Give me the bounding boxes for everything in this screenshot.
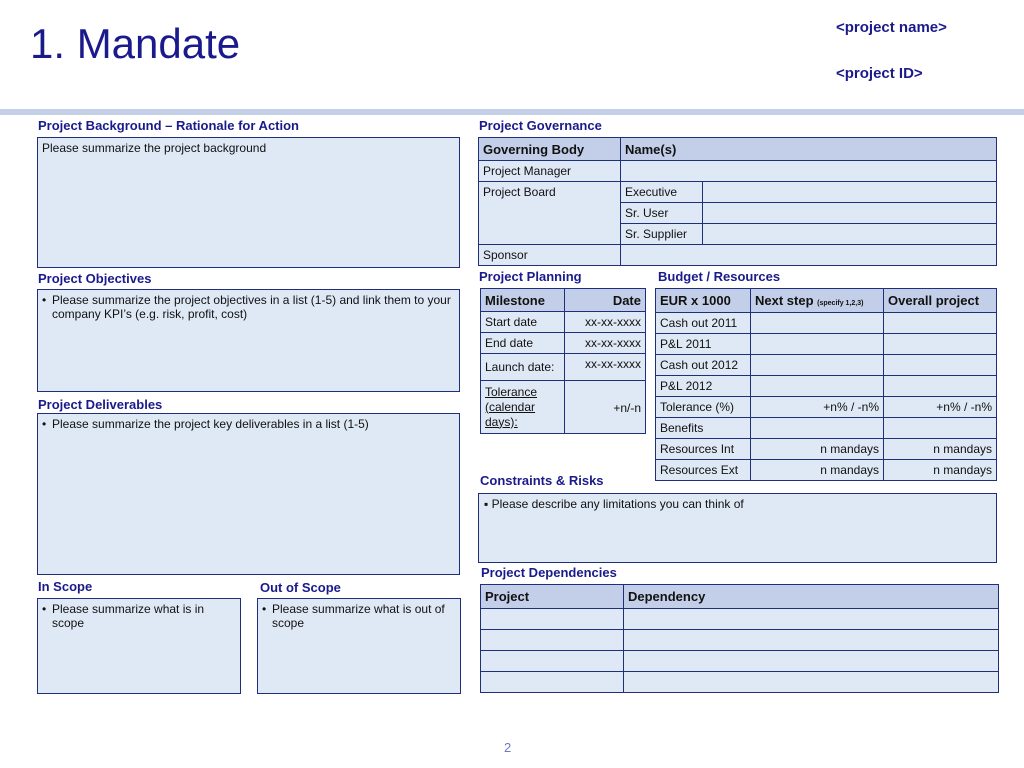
budget-next-cell[interactable]: +n% / -n% [751, 397, 884, 418]
budget-next-step-label: Next step [755, 293, 814, 308]
dependencies-header-dependency: Dependency [624, 585, 999, 609]
constraints-text: Please describe any limitations you can think of [491, 497, 744, 511]
objectives-text: Please summarize the project objectives in a list (1-5) and link them to your company KPI’s (e.g. risk, profit, cost) [52, 293, 451, 321]
budget-overall-cell[interactable] [884, 313, 997, 334]
governance-cell[interactable] [621, 161, 997, 182]
in-scope-heading: In Scope [38, 579, 93, 594]
budget-row-label: Resources Ext [656, 460, 751, 481]
budget-overall-cell[interactable]: n mandays [884, 439, 997, 460]
deliverables-heading: Project Deliverables [38, 397, 163, 412]
governance-heading: Project Governance [479, 118, 602, 133]
budget-next-step-note: (specify 1,2,3) [817, 300, 864, 307]
background-heading: Project Background – Rationale for Action [38, 118, 300, 133]
page-title: 1. Mandate [30, 20, 241, 67]
planning-table [480, 288, 646, 434]
page-number: 2 [504, 740, 512, 755]
planning-end-label: End date [481, 333, 565, 354]
budget-next-cell[interactable] [751, 376, 884, 397]
bullet-icon: • [262, 602, 267, 616]
dependency-cell[interactable] [481, 651, 624, 672]
governance-executive: Executive [621, 182, 703, 203]
dependencies-table [480, 584, 999, 693]
budget-row-label: P&L 2011 [656, 334, 751, 355]
background-box[interactable] [37, 137, 460, 268]
dependencies-heading: Project Dependencies [481, 565, 617, 580]
budget-row-label: Cash out 2011 [656, 313, 751, 334]
planning-heading: Project Planning [479, 269, 582, 284]
budget-next-cell[interactable]: n mandays [751, 460, 884, 481]
constraints-heading: Constraints & Risks [480, 473, 604, 488]
governance-sponsor: Sponsor [479, 245, 621, 266]
dependency-cell[interactable] [481, 609, 624, 630]
governance-cell[interactable] [703, 182, 997, 203]
budget-overall-cell[interactable] [884, 334, 997, 355]
planning-header-date: Date [565, 289, 646, 312]
in-scope-box[interactable] [37, 598, 241, 694]
budget-table [655, 288, 997, 481]
dependency-cell[interactable] [481, 630, 624, 651]
out-scope-box[interactable] [257, 598, 461, 694]
budget-row-label: Cash out 2012 [656, 355, 751, 376]
bullet-icon: • [42, 293, 47, 307]
governance-table [478, 137, 997, 266]
deliverables-box[interactable] [37, 413, 460, 575]
governance-sr-user: Sr. User [621, 203, 703, 224]
out-scope-text: Please summarize what is out of scope [272, 602, 445, 630]
governance-header-names: Name(s) [621, 138, 997, 161]
planning-header-milestone: Milestone [481, 289, 565, 312]
dependency-cell[interactable] [481, 672, 624, 693]
dependency-cell[interactable] [624, 630, 999, 651]
governance-cell[interactable] [703, 203, 997, 224]
deliverables-text: Please summarize the project key deliverables in a list (1-5) [52, 417, 369, 431]
governance-header-body: Governing Body [479, 138, 621, 161]
budget-header-eur: EUR x 1000 [656, 289, 751, 313]
budget-header-next-step [751, 289, 884, 313]
bullet-icon: • [42, 602, 47, 616]
budget-overall-cell[interactable] [884, 418, 997, 439]
governance-cell[interactable] [621, 245, 997, 266]
dependency-cell[interactable] [624, 672, 999, 693]
budget-heading: Budget / Resources [658, 269, 781, 284]
planning-end-date[interactable]: xx-xx-xxxx [565, 333, 646, 354]
budget-overall-cell[interactable]: +n% / -n% [884, 397, 997, 418]
background-text: Please summarize the project background [42, 141, 267, 155]
budget-row-label: Tolerance (%) [656, 397, 751, 418]
budget-overall-cell[interactable] [884, 355, 997, 376]
square-bullet-icon: ▪ [484, 497, 489, 511]
project-name: <project name> [836, 19, 947, 36]
budget-row-label: Resources Int [656, 439, 751, 460]
dependency-cell[interactable] [624, 609, 999, 630]
constraints-box[interactable] [478, 493, 997, 563]
dependency-cell[interactable] [624, 651, 999, 672]
objectives-heading: Project Objectives [38, 271, 152, 286]
planning-launch-date[interactable]: xx-xx-xxxx [565, 354, 646, 381]
budget-row-label: Benefits [656, 418, 751, 439]
planning-tolerance-value[interactable]: +n/-n [565, 381, 646, 434]
planning-start-label: Start date [481, 312, 565, 333]
bullet-icon: • [42, 417, 47, 431]
governance-project-board: Project Board [479, 182, 621, 245]
budget-overall-cell[interactable] [884, 376, 997, 397]
header-divider [0, 109, 1024, 115]
planning-start-date[interactable]: xx-xx-xxxx [565, 312, 646, 333]
project-id: <project ID> [836, 65, 923, 82]
planning-tolerance-label: Tolerance (calendar days): [481, 381, 565, 434]
budget-next-cell[interactable]: n mandays [751, 439, 884, 460]
budget-row-label: P&L 2012 [656, 376, 751, 397]
budget-next-cell[interactable] [751, 355, 884, 376]
planning-launch-label: Launch date: [481, 354, 565, 381]
objectives-box[interactable] [37, 289, 460, 392]
governance-cell[interactable] [703, 224, 997, 245]
budget-header-overall: Overall project [884, 289, 997, 313]
budget-next-cell[interactable] [751, 418, 884, 439]
governance-sr-supplier: Sr. Supplier [621, 224, 703, 245]
dependencies-header-project: Project [481, 585, 624, 609]
governance-project-manager: Project Manager [479, 161, 621, 182]
in-scope-text: Please summarize what is in scope [52, 602, 205, 630]
out-scope-heading: Out of Scope [260, 580, 341, 595]
budget-overall-cell[interactable]: n mandays [884, 460, 997, 481]
budget-next-cell[interactable] [751, 334, 884, 355]
budget-next-cell[interactable] [751, 313, 884, 334]
